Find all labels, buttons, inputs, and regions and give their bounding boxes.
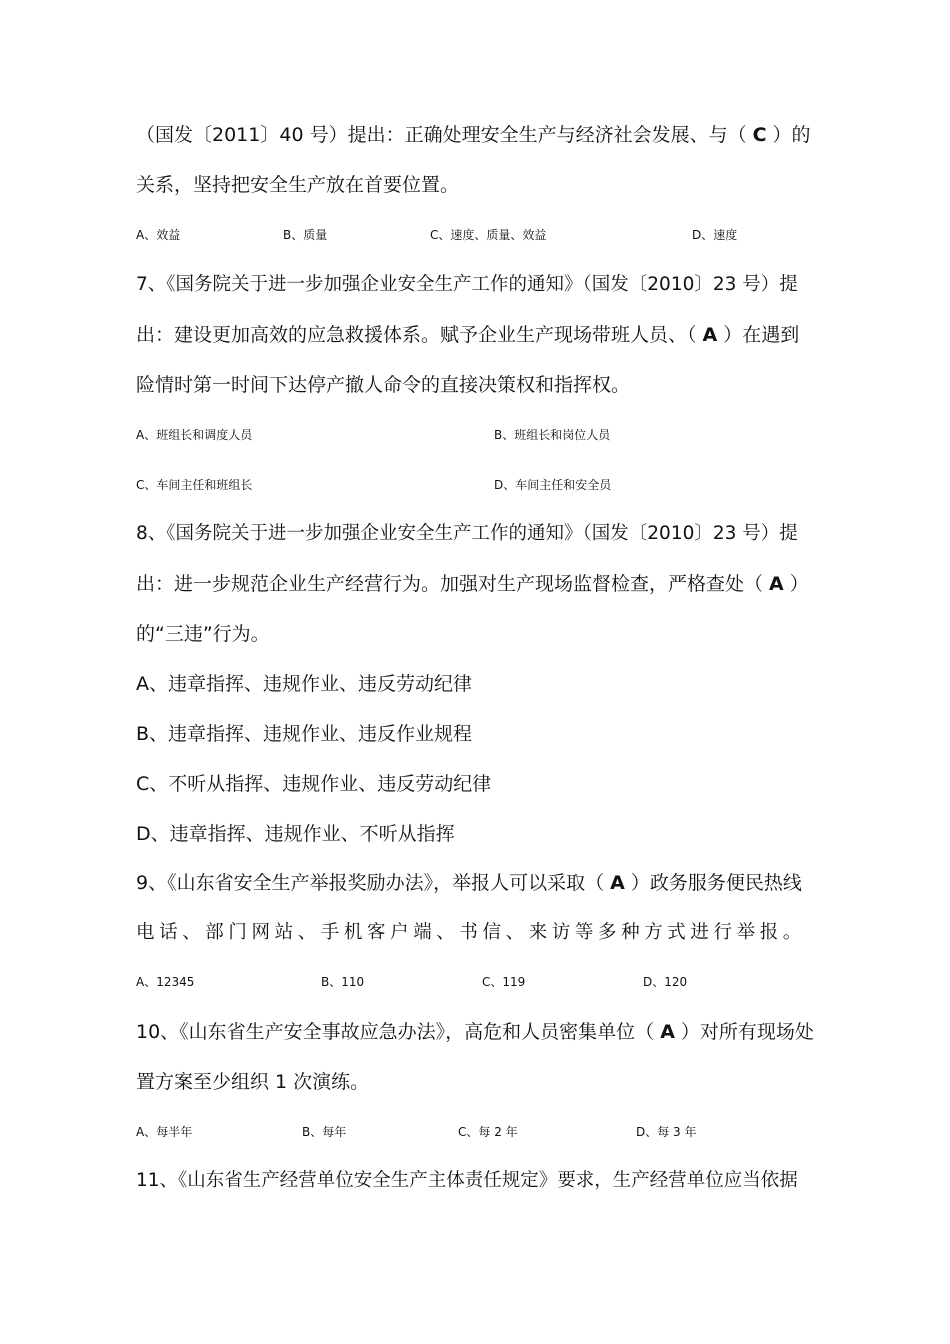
q6-option-a: A、效益: [136, 228, 181, 242]
q6-option-b: B、质量: [283, 228, 328, 242]
q9-option-d: D、120: [643, 975, 688, 989]
q9-answer: A: [610, 872, 625, 894]
q8-answer: A: [769, 573, 784, 595]
q9-line-2: 电话、部门网站、手机客户端、书信、来访等多种方式进行举报。: [136, 922, 806, 943]
q9-options: [136, 967, 836, 997]
q11-line-1: 11、《山东省生产经营单位安全生产主体责任规定》要求，生产经营单位应当依据: [136, 1170, 798, 1191]
q10-line-1: 10、《山东省生产安全事故应急办法》，高危和人员密集单位（ A ）对所有现场处: [136, 1017, 814, 1047]
q10-answer: A: [660, 1021, 675, 1043]
q7-option-c: C、车间主任和班组长: [136, 478, 253, 492]
q6-answer: C: [752, 124, 767, 146]
q7-options-row-2: [136, 470, 836, 500]
q7-option-a: A、班组长和调度人员: [136, 428, 253, 442]
q7-option-b: B、班组长和岗位人员: [494, 428, 611, 442]
q6-options: [136, 220, 836, 250]
q10-option-d: D、每 3 年: [636, 1125, 697, 1139]
q10-options: [136, 1117, 836, 1147]
q8-option-a: A、违章指挥、违规作业、违反劳动纪律: [136, 673, 472, 695]
q9-option-a: A、12345: [136, 975, 195, 989]
q10-option-b: B、每年: [302, 1125, 347, 1139]
q6-line-2: 关系，坚持把安全生产放在首要位置。: [136, 174, 460, 196]
q7-option-d: D、车间主任和安全员: [494, 478, 612, 492]
q10-line-2: 置方案至少组织 1 次演练。: [136, 1071, 370, 1093]
q10-option-a: A、每半年: [136, 1125, 193, 1139]
q8-line-2: 出：进一步规范企业生产经营行为。加强对生产现场监督检查，严格查处（ A ）: [136, 569, 809, 599]
q9-option-b: B、110: [321, 975, 365, 989]
q7-options-row-1: [136, 420, 836, 450]
q8-option-c: C、不听从指挥、违规作业、违反劳动纪律: [136, 773, 492, 795]
q6-line-1: （国发〔2011〕40 号）提出：正确处理安全生产与经济社会发展、与（ C ）的: [136, 120, 811, 150]
q7-line-1: 7、《国务院关于进一步加强企业安全生产工作的通知》（国发〔2010〕23 号）提: [136, 274, 798, 295]
q7-line-3: 险情时第一时间下达停产撤人命令的直接决策权和指挥权。: [136, 374, 631, 396]
q8-line-3: 的“三违”行为。: [136, 623, 270, 645]
q6-option-d: D、速度: [692, 228, 738, 242]
q6-option-c: C、速度、质量、效益: [430, 228, 547, 242]
q8-option-d: D、违章指挥、违规作业、不听从指挥: [136, 823, 455, 845]
q8-line-1: 8、《国务院关于进一步加强企业安全生产工作的通知》（国发〔2010〕23 号）提: [136, 523, 798, 544]
q10-option-c: C、每 2 年: [458, 1125, 518, 1139]
q8-option-b: B、违章指挥、违规作业、违反作业规程: [136, 723, 473, 745]
q9-line-1: 9、《山东省安全生产举报奖励办法》，举报人可以采取（ A ）政务服务便民热线: [136, 868, 802, 898]
q7-line-2: 出：建设更加高效的应急救援体系。赋予企业生产现场带班人员、（ A ）在遇到: [136, 320, 799, 350]
q9-option-c: C、119: [482, 975, 526, 989]
q7-answer: A: [702, 324, 718, 346]
